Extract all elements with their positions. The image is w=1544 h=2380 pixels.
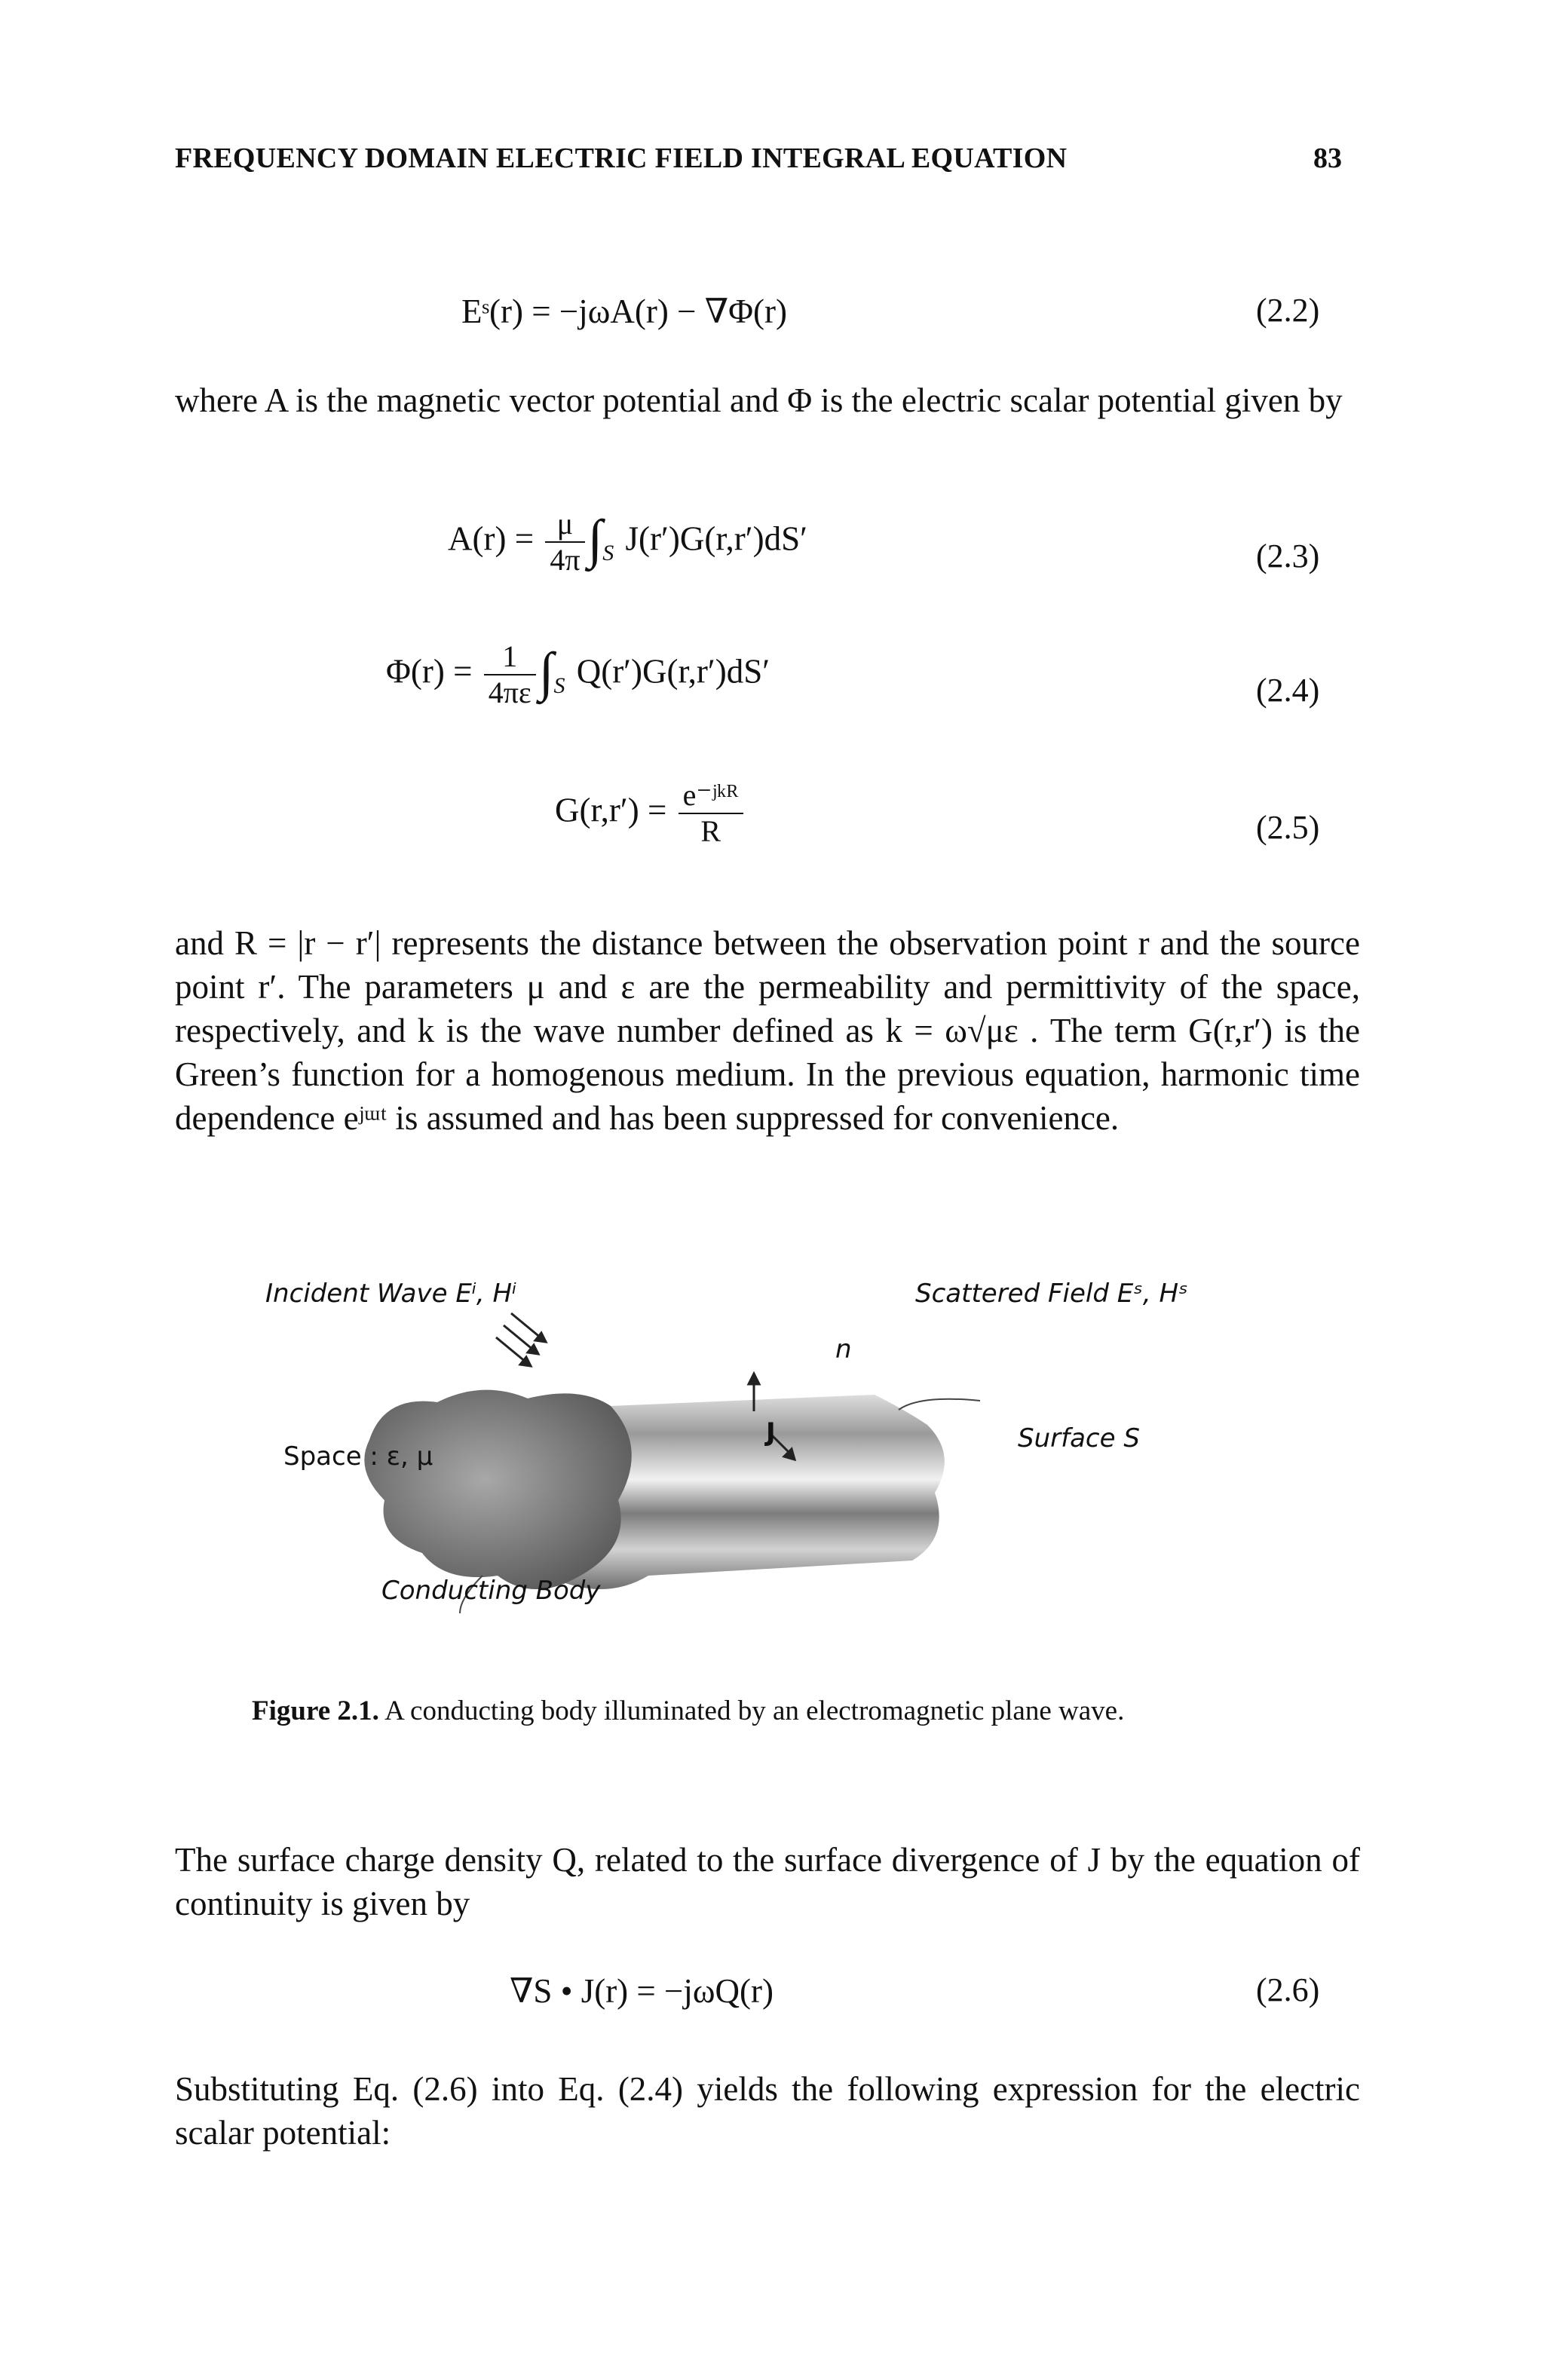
equation-2-5-denominator: R [679,813,743,849]
integral-domain: S [602,541,614,566]
equation-number-2-4: (2.4) [1256,672,1320,709]
label-scattered-field: Scattered Field Eˢ, Hˢ [915,1279,1188,1309]
label-normal: n [835,1334,852,1365]
equation-2-5 [555,778,746,849]
incident-wave-arrows [496,1313,546,1366]
surface-leader-line [899,1399,980,1410]
figure-caption [252,1695,1124,1727]
page-number: 83 [1313,142,1342,174]
equation-number-2-6: (2.6) [1256,1971,1320,2008]
equation-2-4-lhs: Φ(r) = [386,652,473,691]
equation-2-3 [448,507,807,577]
equation-2-3-integrand: J(r′)G(r,r′)dS′ [625,519,807,558]
paragraph-substitution: Substituting Eq. (2.6) into Eq. (2.4) yields the following expression for the electric scalar potential: [175,2070,1360,2152]
paragraph-surface-charge: The surface charge density Q, related to the surface divergence of J by the equation of continuity is given by [175,1841,1360,1922]
equation-number-2-5: (2.5) [1256,809,1320,846]
equation-2-4-integrand: Q(r′)G(r,r′)dS′ [576,652,770,691]
body-end-cap [364,1390,631,1589]
equation-2-3-denominator: 4π [545,541,584,577]
integral-domain: S [553,673,565,699]
equation-2-3-fraction [545,507,584,577]
equation-number-2-3: (2.3) [1256,538,1320,574]
equation-2-4 [386,639,770,710]
equation-2-4-fraction [484,639,536,710]
equation-2-5-lhs: G(r,r′) = [555,791,667,829]
label-surface: Surface S [1018,1423,1140,1453]
equation-2-2: Eˢ(r) = −jωA(r) − ∇Φ(r) [461,293,787,330]
running-header: FREQUENCY DOMAIN ELECTRIC FIELD INTEGRAL EQUATION [175,142,1068,174]
integral-sign: ∫ [538,642,554,702]
equation-number-2-2: (2.2) [1256,292,1320,329]
equation-2-6: ∇S • J(r) = −jωQ(r) [510,1972,774,2010]
equation-2-5-numerator: e⁻ʲᵏᴿ [682,778,739,812]
equation-2-4-numerator: 1 [502,639,518,673]
integral-sign: ∫ [587,509,603,569]
equation-2-4-denominator: 4πε [484,674,536,710]
label-space: Space : ε, μ [283,1441,433,1472]
equation-2-5-fraction [679,778,743,849]
figure-caption-text: A conducting body illuminated by an electromagnetic plane wave. [384,1695,1125,1726]
paragraph-potentials: where A is the magnetic vector potential and Φ is the electric scalar potential given by [175,381,1343,419]
figure-caption-label: Figure 2.1. [252,1695,379,1726]
equation-2-3-lhs: A(r) = [448,519,535,558]
paragraph-greens-function: and R = |r − r′| represents the distance between the observation point r and the source point r′. The parameters μ and ε are the permeability and permittivity of the space, respectively, and k is the wave number defined as k = ω√με . The term G(r,r′) is the Green’s function for a homogenous medium. In the previous equation, harmonic time dependence eʲᵚᵗ is assumed and has been suppressed for convenience. [175,924,1360,1137]
equation-2-3-numerator: μ [556,507,574,541]
label-current: J [766,1417,776,1447]
label-conducting-body: Conducting Body [381,1576,601,1606]
label-incident-wave: Incident Wave Eⁱ, Hⁱ [265,1279,517,1309]
